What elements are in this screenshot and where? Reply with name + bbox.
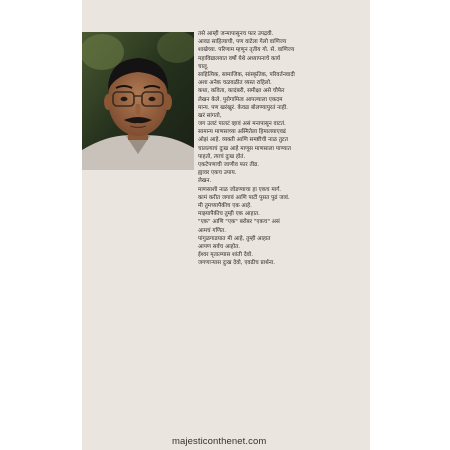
bio-line: जगणाऱ्यास दुःख देवो, एवढीच प्रार्थना. bbox=[198, 260, 275, 267]
bio-line: शाखेच्या. परिणाम म्हणून तृतीय गो. से. वाणिज्य bbox=[198, 47, 295, 54]
author-biography-text bbox=[198, 30, 368, 267]
bio-line: पाहतो, त्याचं दुःख होतं. bbox=[198, 153, 246, 160]
bio-line: मी तुमच्यापैकीच एक आहे. bbox=[198, 202, 252, 209]
bio-line: चालल्याचं दुःख आहे माणूस माणसाला पाण्यात bbox=[198, 145, 291, 152]
bio-line: माझ्यापैकीच तुम्ही एक आहात. bbox=[198, 211, 260, 218]
bio-line: ह्यावर एकच उपाय. bbox=[198, 170, 237, 177]
site-watermark: majesticonthenet.com bbox=[172, 436, 267, 447]
bio-line: मान्य. पण खरंखुरं. केवळ बोलण्यापुरतं नाही. bbox=[198, 104, 288, 111]
bio-line: आवड साहित्याची, पण वाटेला गेलो वाणिज्य bbox=[198, 39, 287, 46]
author-portrait-illustration bbox=[82, 32, 194, 170]
bio-line: ओझं आहे. व्यक्ती आणि समष्टीची नाळ तुटत bbox=[198, 137, 288, 144]
bio-line: एकटेपणाची जाणीव फार तीव्र. bbox=[198, 162, 259, 168]
bio-line: आमचं गणित. bbox=[198, 227, 227, 234]
bio-line: जग उलटं पालटं व्हावं असं मनापासून वाटतं. bbox=[198, 121, 286, 128]
bio-line: लेखन केले. पुरोगामित्व आपल्याला एकदम bbox=[198, 96, 283, 103]
bio-line: "एक" आणि "एक" बरोबर "एकच" असं bbox=[198, 219, 280, 226]
bio-line: ईश्वर मृतात्म्यास शांती देवो. bbox=[198, 252, 254, 259]
bio-line: आपण सर्वच आहोत. bbox=[198, 243, 241, 250]
author-photo bbox=[82, 32, 194, 170]
bio-line: चालू. bbox=[198, 63, 209, 70]
bio-line: तसे आम्ही जन्मापासूनच फार उपद्रवी. bbox=[198, 31, 274, 37]
bio-line: सामान्य माणसाच्या अस्मितेला हिमालयाएवढं bbox=[198, 129, 286, 136]
bio-line: कथा, कविता, कादंबरी, समीक्षा असे चौफेर bbox=[198, 88, 285, 95]
bio-line: महाविद्यालयात वर्षो येथे अध्यापनाचे कार्य bbox=[198, 55, 281, 62]
bio-line: कामं करीत जगावं आणि पाटी पुसत पुढं जावं. bbox=[198, 194, 290, 201]
bio-line: साहित्यिक, सामाजिक, सांस्कृतिक, परिवर्तनवादी bbox=[198, 71, 295, 78]
bio-line: अशा अनेक चळवळीत व्यस्त राहिलो. bbox=[198, 80, 272, 87]
bio-line: खरं सांगतो, bbox=[198, 112, 222, 119]
bio-line: पांगुळगाडयात मी आहे, तुम्ही आहात bbox=[198, 235, 271, 242]
bio-line: लेखन. bbox=[198, 178, 212, 185]
bio-line: माणसाशी नाळ जोडण्याचा हा एकच मार्ग. bbox=[198, 186, 282, 193]
